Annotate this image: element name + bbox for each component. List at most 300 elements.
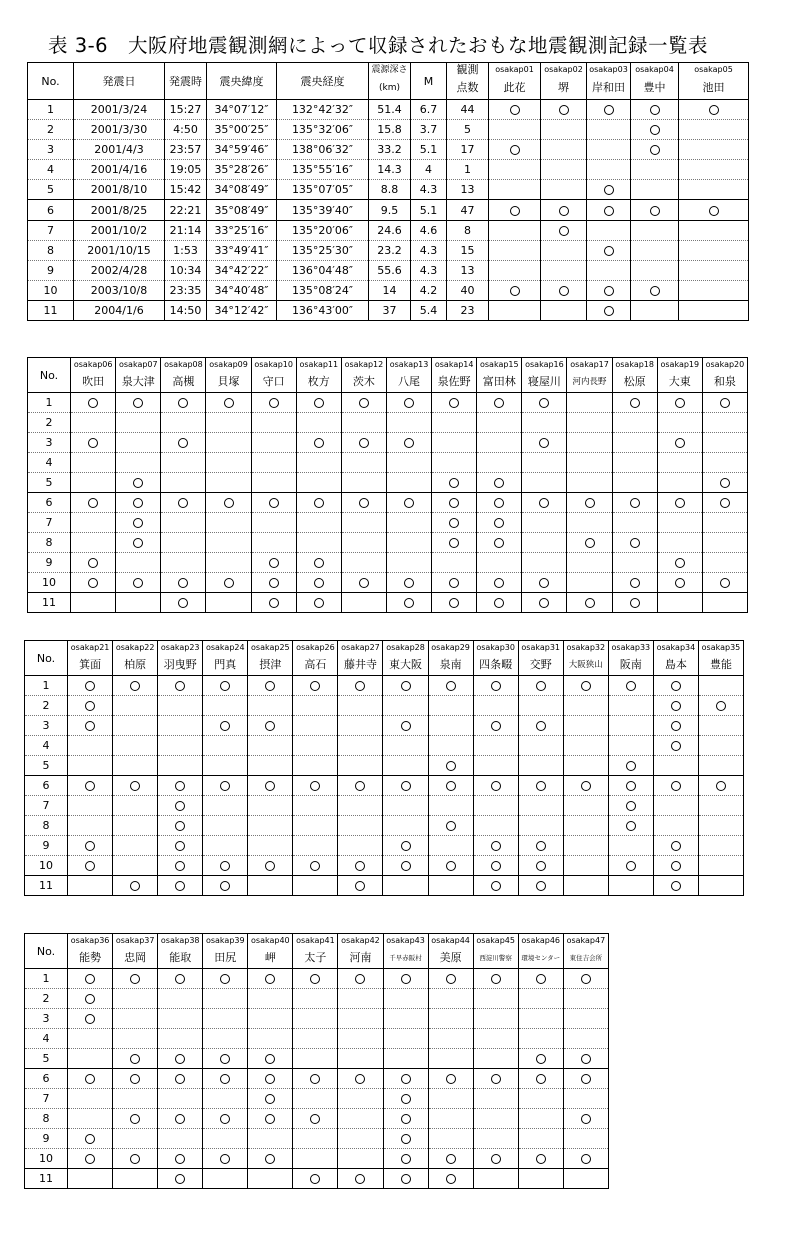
station-cell xyxy=(251,573,296,593)
station-cell xyxy=(338,1069,383,1089)
station-cell xyxy=(473,1069,518,1089)
station-cell xyxy=(612,453,657,473)
record-circle-icon xyxy=(449,518,459,528)
station-cell xyxy=(631,241,679,261)
table-row xyxy=(28,200,749,221)
station-cell xyxy=(338,736,383,756)
station-cell xyxy=(612,593,657,613)
station-cell xyxy=(679,261,749,281)
station-cell xyxy=(473,756,518,776)
station-cell xyxy=(206,533,251,553)
station-cell xyxy=(612,393,657,413)
cell-no: 2 xyxy=(25,696,68,716)
cell-date: 2001/10/2 xyxy=(74,221,165,241)
station-cell xyxy=(563,796,608,816)
record-circle-icon xyxy=(265,1114,275,1124)
station-code: osakap10 xyxy=(251,358,296,373)
station-cell xyxy=(161,453,206,473)
station-cell xyxy=(203,1069,248,1089)
station-cell xyxy=(203,1129,248,1149)
table-row xyxy=(25,969,609,989)
station-cell xyxy=(522,493,567,513)
record-circle-icon xyxy=(604,105,614,115)
station-cell xyxy=(341,413,386,433)
station-cell xyxy=(477,573,522,593)
cell-date: 2001/4/3 xyxy=(74,140,165,160)
station-code: osakap14 xyxy=(432,358,477,373)
station-cell xyxy=(522,453,567,473)
station-cell xyxy=(473,776,518,796)
station-cell xyxy=(71,533,116,553)
station-cell xyxy=(608,676,653,696)
record-circle-icon xyxy=(355,1174,365,1184)
record-circle-icon xyxy=(265,781,275,791)
table-row xyxy=(25,856,744,876)
table-row xyxy=(25,676,744,696)
station-cell xyxy=(608,696,653,716)
cell-lon: 135°08′24″ xyxy=(277,281,369,301)
station-cell xyxy=(203,816,248,836)
table-row xyxy=(28,241,749,261)
record-circle-icon xyxy=(178,578,188,588)
station-name: 田尻 xyxy=(203,948,248,969)
station-code: osakap13 xyxy=(386,358,431,373)
record-circle-icon xyxy=(359,498,369,508)
station-cell xyxy=(518,796,563,816)
station-cell xyxy=(68,796,113,816)
station-cell xyxy=(587,200,631,221)
station-cell xyxy=(251,453,296,473)
cell-lat: 34°59′46″ xyxy=(207,140,277,160)
record-circle-icon xyxy=(650,206,660,216)
station-code: osakap40 xyxy=(248,934,293,949)
station-cell xyxy=(428,969,473,989)
station-cell xyxy=(608,796,653,816)
station-cell xyxy=(698,816,743,836)
record-circle-icon xyxy=(88,398,98,408)
cell-time: 21:14 xyxy=(165,221,207,241)
cell-no: 3 xyxy=(28,433,71,453)
station-cell xyxy=(341,533,386,553)
station-cell xyxy=(612,573,657,593)
record-circle-icon xyxy=(494,578,504,588)
station-cell xyxy=(206,573,251,593)
cell-no: 9 xyxy=(28,261,74,281)
station-cell xyxy=(68,716,113,736)
station-cell xyxy=(567,433,612,453)
record-circle-icon xyxy=(494,398,504,408)
station-cell xyxy=(518,1169,563,1189)
station-cell xyxy=(432,473,477,493)
station-cell xyxy=(68,736,113,756)
station-cell xyxy=(657,553,702,573)
record-circle-icon xyxy=(449,538,459,548)
station-cell xyxy=(71,513,116,533)
station-cell xyxy=(113,1069,158,1089)
cell-lat: 34°42′22″ xyxy=(207,261,277,281)
station-cell xyxy=(248,1149,293,1169)
cell-lon: 136°43′00″ xyxy=(277,301,369,321)
cell-count: 5 xyxy=(447,120,489,140)
station-cell xyxy=(293,1069,338,1089)
station-name: 豊能 xyxy=(698,655,743,676)
table-row xyxy=(28,140,749,160)
record-circle-icon xyxy=(446,861,456,871)
station-cell xyxy=(518,1009,563,1029)
record-circle-icon xyxy=(130,974,140,984)
station-cell xyxy=(248,676,293,696)
record-circle-icon xyxy=(401,1094,411,1104)
cell-time: 15:42 xyxy=(165,180,207,200)
station-cell xyxy=(251,393,296,413)
cell-depth: 55.6 xyxy=(369,261,411,281)
station-cell xyxy=(206,433,251,453)
station-cell xyxy=(563,716,608,736)
station-cell xyxy=(71,413,116,433)
station-cell xyxy=(428,716,473,736)
station-cell xyxy=(473,856,518,876)
station-cell xyxy=(71,593,116,613)
station-cell xyxy=(489,221,541,241)
table-row xyxy=(25,716,744,736)
station-cell xyxy=(341,393,386,413)
station-code: osakap09 xyxy=(206,358,251,373)
station-cell xyxy=(341,513,386,533)
station-cell xyxy=(113,816,158,836)
col-lat-header: 震央緯度 xyxy=(207,63,277,100)
record-circle-icon xyxy=(269,578,279,588)
cell-lon: 138°06′32″ xyxy=(277,140,369,160)
station-cell xyxy=(158,716,203,736)
record-circle-icon xyxy=(85,974,95,984)
station-cell xyxy=(473,1029,518,1049)
station-cell xyxy=(489,200,541,221)
station-cell xyxy=(386,533,431,553)
station-cell xyxy=(383,796,428,816)
station-cell xyxy=(631,160,679,180)
cell-no: 4 xyxy=(28,160,74,180)
station-cell xyxy=(567,533,612,553)
cell-count: 44 xyxy=(447,100,489,120)
station-cell xyxy=(296,433,341,453)
station-code: osakap07 xyxy=(116,358,161,373)
station-cell xyxy=(608,876,653,896)
station-cell xyxy=(68,969,113,989)
station-cell xyxy=(68,836,113,856)
record-circle-icon xyxy=(175,801,185,811)
station-cell xyxy=(293,1169,338,1189)
station-cell xyxy=(206,393,251,413)
station-cell xyxy=(653,776,698,796)
station-name: 岸和田 xyxy=(587,78,631,100)
station-cell xyxy=(293,989,338,1009)
station-cell xyxy=(679,200,749,221)
station-cell xyxy=(203,736,248,756)
record-circle-icon xyxy=(581,1114,591,1124)
record-circle-icon xyxy=(671,841,681,851)
station-cell xyxy=(383,1069,428,1089)
cell-mag: 4.3 xyxy=(411,261,447,281)
station-cell xyxy=(587,160,631,180)
station-cell xyxy=(698,796,743,816)
station-code: osakap18 xyxy=(612,358,657,373)
cell-no: 8 xyxy=(25,816,68,836)
record-circle-icon xyxy=(310,781,320,791)
station-cell xyxy=(383,736,428,756)
station-cell xyxy=(68,1009,113,1029)
station-cell xyxy=(161,593,206,613)
station-cell xyxy=(473,796,518,816)
record-circle-icon xyxy=(404,438,414,448)
station-cell xyxy=(428,736,473,756)
cell-no: 1 xyxy=(25,969,68,989)
table-row xyxy=(28,513,748,533)
station-cell xyxy=(518,1069,563,1089)
record-circle-icon xyxy=(175,861,185,871)
station-cell xyxy=(158,836,203,856)
station-cell xyxy=(338,756,383,776)
station-cell xyxy=(541,221,587,241)
station-code: osakap35 xyxy=(698,641,743,656)
station-cell xyxy=(248,856,293,876)
record-circle-icon xyxy=(220,1114,230,1124)
station-cell xyxy=(293,876,338,896)
record-circle-icon xyxy=(401,1114,411,1124)
station-cell xyxy=(608,716,653,736)
station-name: 豊中 xyxy=(631,78,679,100)
col-depth-header: 震源深さ xyxy=(369,63,411,78)
station-cell xyxy=(653,736,698,756)
record-circle-icon xyxy=(314,598,324,608)
cell-mag: 4.3 xyxy=(411,241,447,261)
station-name: 高石 xyxy=(293,655,338,676)
record-circle-icon xyxy=(494,498,504,508)
station-cell xyxy=(473,1149,518,1169)
station-cell xyxy=(161,413,206,433)
station-cell xyxy=(679,241,749,261)
station-cell xyxy=(293,1109,338,1129)
station-cell xyxy=(113,1149,158,1169)
cell-no: 11 xyxy=(28,301,74,321)
station-code: osakap04 xyxy=(631,63,679,78)
cell-lon: 136°04′48″ xyxy=(277,261,369,281)
station-cell xyxy=(383,989,428,1009)
cell-no: 10 xyxy=(25,1149,68,1169)
station-cell xyxy=(203,796,248,816)
cell-depth: 14.3 xyxy=(369,160,411,180)
cell-lon: 135°32′06″ xyxy=(277,120,369,140)
cell-depth: 37 xyxy=(369,301,411,321)
station-cell xyxy=(251,413,296,433)
station-cell xyxy=(248,1009,293,1029)
record-circle-icon xyxy=(709,105,719,115)
col-mag-header: M xyxy=(411,63,447,100)
record-circle-icon xyxy=(626,761,636,771)
station-cell xyxy=(386,413,431,433)
station-name: 寝屋川 xyxy=(522,372,567,393)
station-cell xyxy=(541,200,587,221)
station-cell xyxy=(203,776,248,796)
station-cell xyxy=(432,393,477,413)
record-circle-icon xyxy=(581,681,591,691)
station-cell xyxy=(338,696,383,716)
table-row xyxy=(28,100,749,120)
table-row xyxy=(25,736,744,756)
station-cell xyxy=(657,533,702,553)
record-circle-icon xyxy=(130,1074,140,1084)
station-cell xyxy=(338,676,383,696)
station-cell xyxy=(702,533,747,553)
station-table-2 xyxy=(27,357,748,613)
record-circle-icon xyxy=(314,438,324,448)
record-circle-icon xyxy=(510,286,520,296)
station-cell xyxy=(567,413,612,433)
cell-no: 4 xyxy=(25,736,68,756)
station-cell xyxy=(248,696,293,716)
station-cell xyxy=(653,696,698,716)
record-circle-icon xyxy=(446,761,456,771)
cell-count: 8 xyxy=(447,221,489,241)
station-cell xyxy=(522,553,567,573)
record-circle-icon xyxy=(133,398,143,408)
station-cell xyxy=(612,433,657,453)
station-cell xyxy=(203,676,248,696)
station-cell xyxy=(567,393,612,413)
station-cell xyxy=(702,453,747,473)
station-cell xyxy=(338,1149,383,1169)
station-cell xyxy=(161,473,206,493)
station-cell xyxy=(203,716,248,736)
station-cell xyxy=(71,453,116,473)
record-circle-icon xyxy=(494,538,504,548)
record-circle-icon xyxy=(178,438,188,448)
station-cell xyxy=(116,473,161,493)
station-cell xyxy=(522,393,567,413)
station-cell xyxy=(428,1029,473,1049)
station-cell xyxy=(587,180,631,200)
record-circle-icon xyxy=(581,1054,591,1064)
station-cell xyxy=(293,776,338,796)
station-cell xyxy=(563,1149,608,1169)
station-cell xyxy=(541,120,587,140)
record-circle-icon xyxy=(175,974,185,984)
station-cell xyxy=(68,1149,113,1169)
station-cell xyxy=(206,493,251,513)
record-circle-icon xyxy=(446,974,456,984)
station-cell xyxy=(702,593,747,613)
station-cell xyxy=(563,816,608,836)
record-circle-icon xyxy=(175,1054,185,1064)
station-cell xyxy=(522,413,567,433)
station-code: osakap02 xyxy=(541,63,587,78)
station-name: 枚方 xyxy=(296,372,341,393)
station-cell xyxy=(383,776,428,796)
record-circle-icon xyxy=(491,1154,501,1164)
record-circle-icon xyxy=(449,598,459,608)
table-row xyxy=(28,493,748,513)
record-circle-icon xyxy=(630,498,640,508)
record-circle-icon xyxy=(716,781,726,791)
record-circle-icon xyxy=(404,598,414,608)
cell-lon: 135°25′30″ xyxy=(277,241,369,261)
station-name: 和泉 xyxy=(702,372,747,393)
station-cell xyxy=(587,301,631,321)
station-name: 柏原 xyxy=(113,655,158,676)
station-cell xyxy=(679,301,749,321)
station-code: osakap15 xyxy=(477,358,522,373)
station-code: osakap06 xyxy=(71,358,116,373)
station-cell xyxy=(428,776,473,796)
record-circle-icon xyxy=(626,801,636,811)
station-cell xyxy=(248,1049,293,1069)
table-row xyxy=(25,876,744,896)
station-cell xyxy=(341,473,386,493)
station-cell xyxy=(251,533,296,553)
cell-lat: 34°12′42″ xyxy=(207,301,277,321)
station-cell xyxy=(679,160,749,180)
station-cell xyxy=(158,1089,203,1109)
station-cell xyxy=(489,160,541,180)
record-circle-icon xyxy=(88,578,98,588)
record-circle-icon xyxy=(491,841,501,851)
station-cell xyxy=(338,1029,383,1049)
record-circle-icon xyxy=(85,681,95,691)
station-name: 高槻 xyxy=(161,372,206,393)
station-cell xyxy=(567,453,612,473)
station-cell xyxy=(432,573,477,593)
station-cell xyxy=(428,1069,473,1089)
station-cell xyxy=(113,969,158,989)
cell-count: 13 xyxy=(447,261,489,281)
cell-depth: 8.8 xyxy=(369,180,411,200)
station-name: 東住吉会所 xyxy=(563,948,608,969)
station-cell xyxy=(612,553,657,573)
station-cell xyxy=(612,493,657,513)
station-cell xyxy=(518,1049,563,1069)
cell-lon: 135°07′05″ xyxy=(277,180,369,200)
station-cell xyxy=(248,1169,293,1189)
station-code: osakap19 xyxy=(657,358,702,373)
record-circle-icon xyxy=(401,974,411,984)
station-cell xyxy=(473,1129,518,1149)
station-cell xyxy=(522,573,567,593)
record-circle-icon xyxy=(401,1134,411,1144)
cell-count: 40 xyxy=(447,281,489,301)
record-circle-icon xyxy=(604,286,614,296)
station-cell xyxy=(338,816,383,836)
station-name: 阪南 xyxy=(608,655,653,676)
cell-no: 10 xyxy=(28,573,71,593)
cell-depth: 15.8 xyxy=(369,120,411,140)
station-cell xyxy=(563,1049,608,1069)
record-circle-icon xyxy=(175,1114,185,1124)
station-cell xyxy=(113,716,158,736)
record-circle-icon xyxy=(401,861,411,871)
cell-no: 7 xyxy=(28,221,74,241)
cell-depth: 24.6 xyxy=(369,221,411,241)
station-cell xyxy=(522,513,567,533)
station-cell xyxy=(473,696,518,716)
record-circle-icon xyxy=(491,881,501,891)
col-lon-header: 震央経度 xyxy=(277,63,369,100)
station-cell xyxy=(251,493,296,513)
station-cell xyxy=(113,1089,158,1109)
record-circle-icon xyxy=(85,1074,95,1084)
record-circle-icon xyxy=(130,781,140,791)
record-circle-icon xyxy=(604,206,614,216)
record-circle-icon xyxy=(314,398,324,408)
station-cell xyxy=(68,676,113,696)
